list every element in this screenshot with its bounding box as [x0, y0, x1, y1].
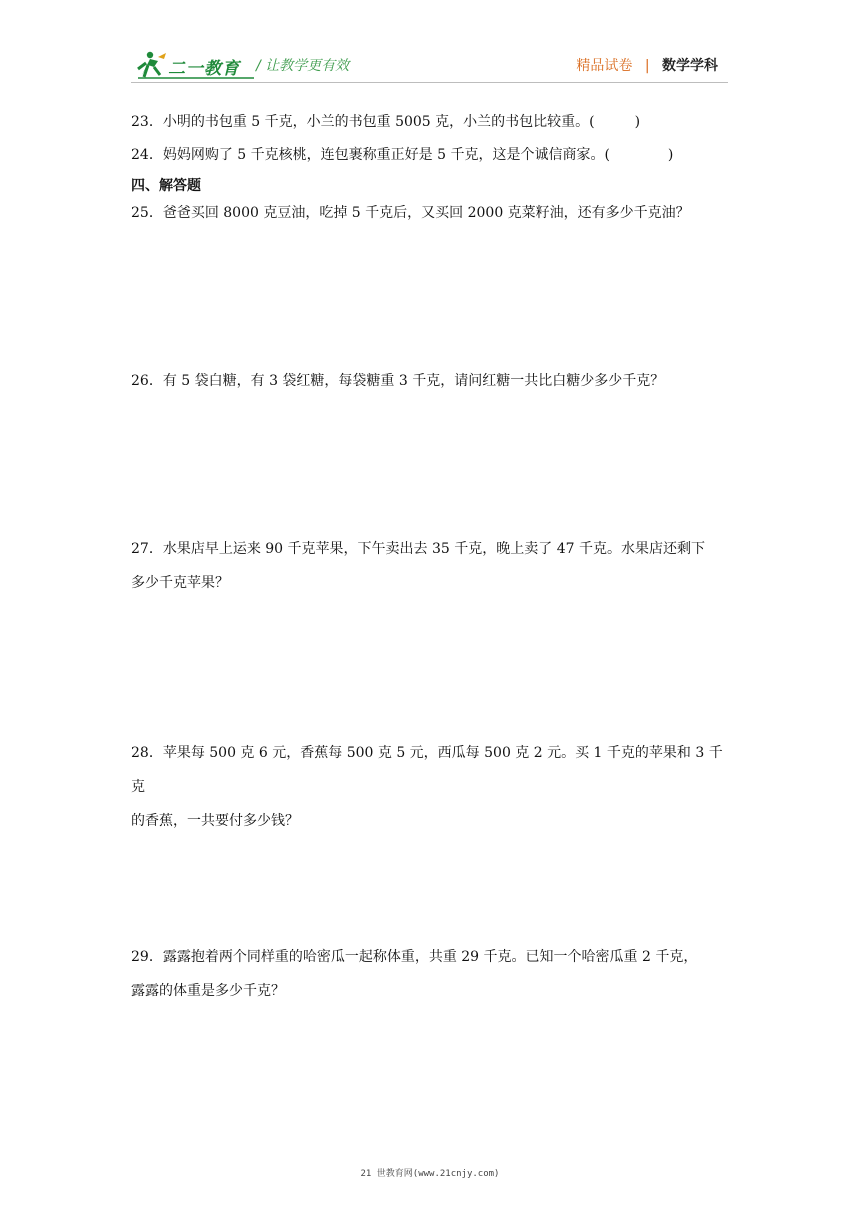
- header-slogan: / 让教学更有效: [256, 58, 350, 74]
- question-text: 小明的书包重 5 千克，小兰的书包重 5005 克，小兰的书包比较重。(: [162, 114, 595, 130]
- section-title: 四、解答题: [131, 178, 201, 194]
- problem-text: 28．苹果每 500 克 6 元，香蕉每 500 克 5 元，西瓜每 500 克 2 元。买 1 千克的苹果和 3 千克: [131, 745, 723, 795]
- question-number: 23．: [131, 114, 163, 130]
- question-close-paren: ): [667, 147, 674, 163]
- header-label-subject: 数学学科: [662, 58, 718, 74]
- question-23: [131, 105, 736, 139]
- problem-text: 25．爸爸买回 8000 克豆油，吃掉 5 千克后，又买回 2000 克菜籽油，还有多少千克油？: [131, 205, 690, 221]
- problem-28: [131, 736, 736, 838]
- problem-text: 29．露露抱着两个同样重的哈密瓜一起称体重，共重 29 千克。已知一个哈密瓜重 2 千克，: [131, 949, 698, 965]
- problem-text: 26．有 5 袋白糖，有 3 袋红糖，每袋糖重 3 千克，请问红糖一共比白糖少多少千克？: [131, 373, 665, 389]
- problem-29: [131, 940, 736, 1008]
- problem-text-continued: 露露的体重是多少千克？: [131, 983, 285, 999]
- question-text: 妈妈网购了 5 千克核桃，连包裹称重正好是 5 千克，这是个诚信商家。(: [162, 147, 610, 163]
- question-number: 24．: [131, 147, 163, 163]
- problem-text: 27．水果店早上运来 90 千克苹果，下午卖出去 35 千克，晚上卖了 47 千克。水果店还剩下: [131, 541, 705, 557]
- problem-26: [131, 364, 736, 398]
- page-footer: 21 世教育网(www.21cnjy.com): [360, 1169, 500, 1179]
- header-right: [576, 55, 718, 75]
- logo-text: 二一教育: [168, 59, 240, 79]
- header-divider: [131, 82, 728, 83]
- header-label-exam: 精品试卷: [576, 58, 633, 74]
- problem-27: [131, 532, 736, 600]
- page-header: [0, 0, 860, 90]
- problem-25: [131, 196, 736, 230]
- question-24: [131, 138, 736, 172]
- header-separator: |: [644, 58, 650, 74]
- problem-text-continued: 的香蕉，一共要付多少钱？: [131, 813, 299, 829]
- problem-text-continued: 多少千克苹果？: [131, 575, 229, 591]
- question-close-paren: ): [634, 114, 641, 130]
